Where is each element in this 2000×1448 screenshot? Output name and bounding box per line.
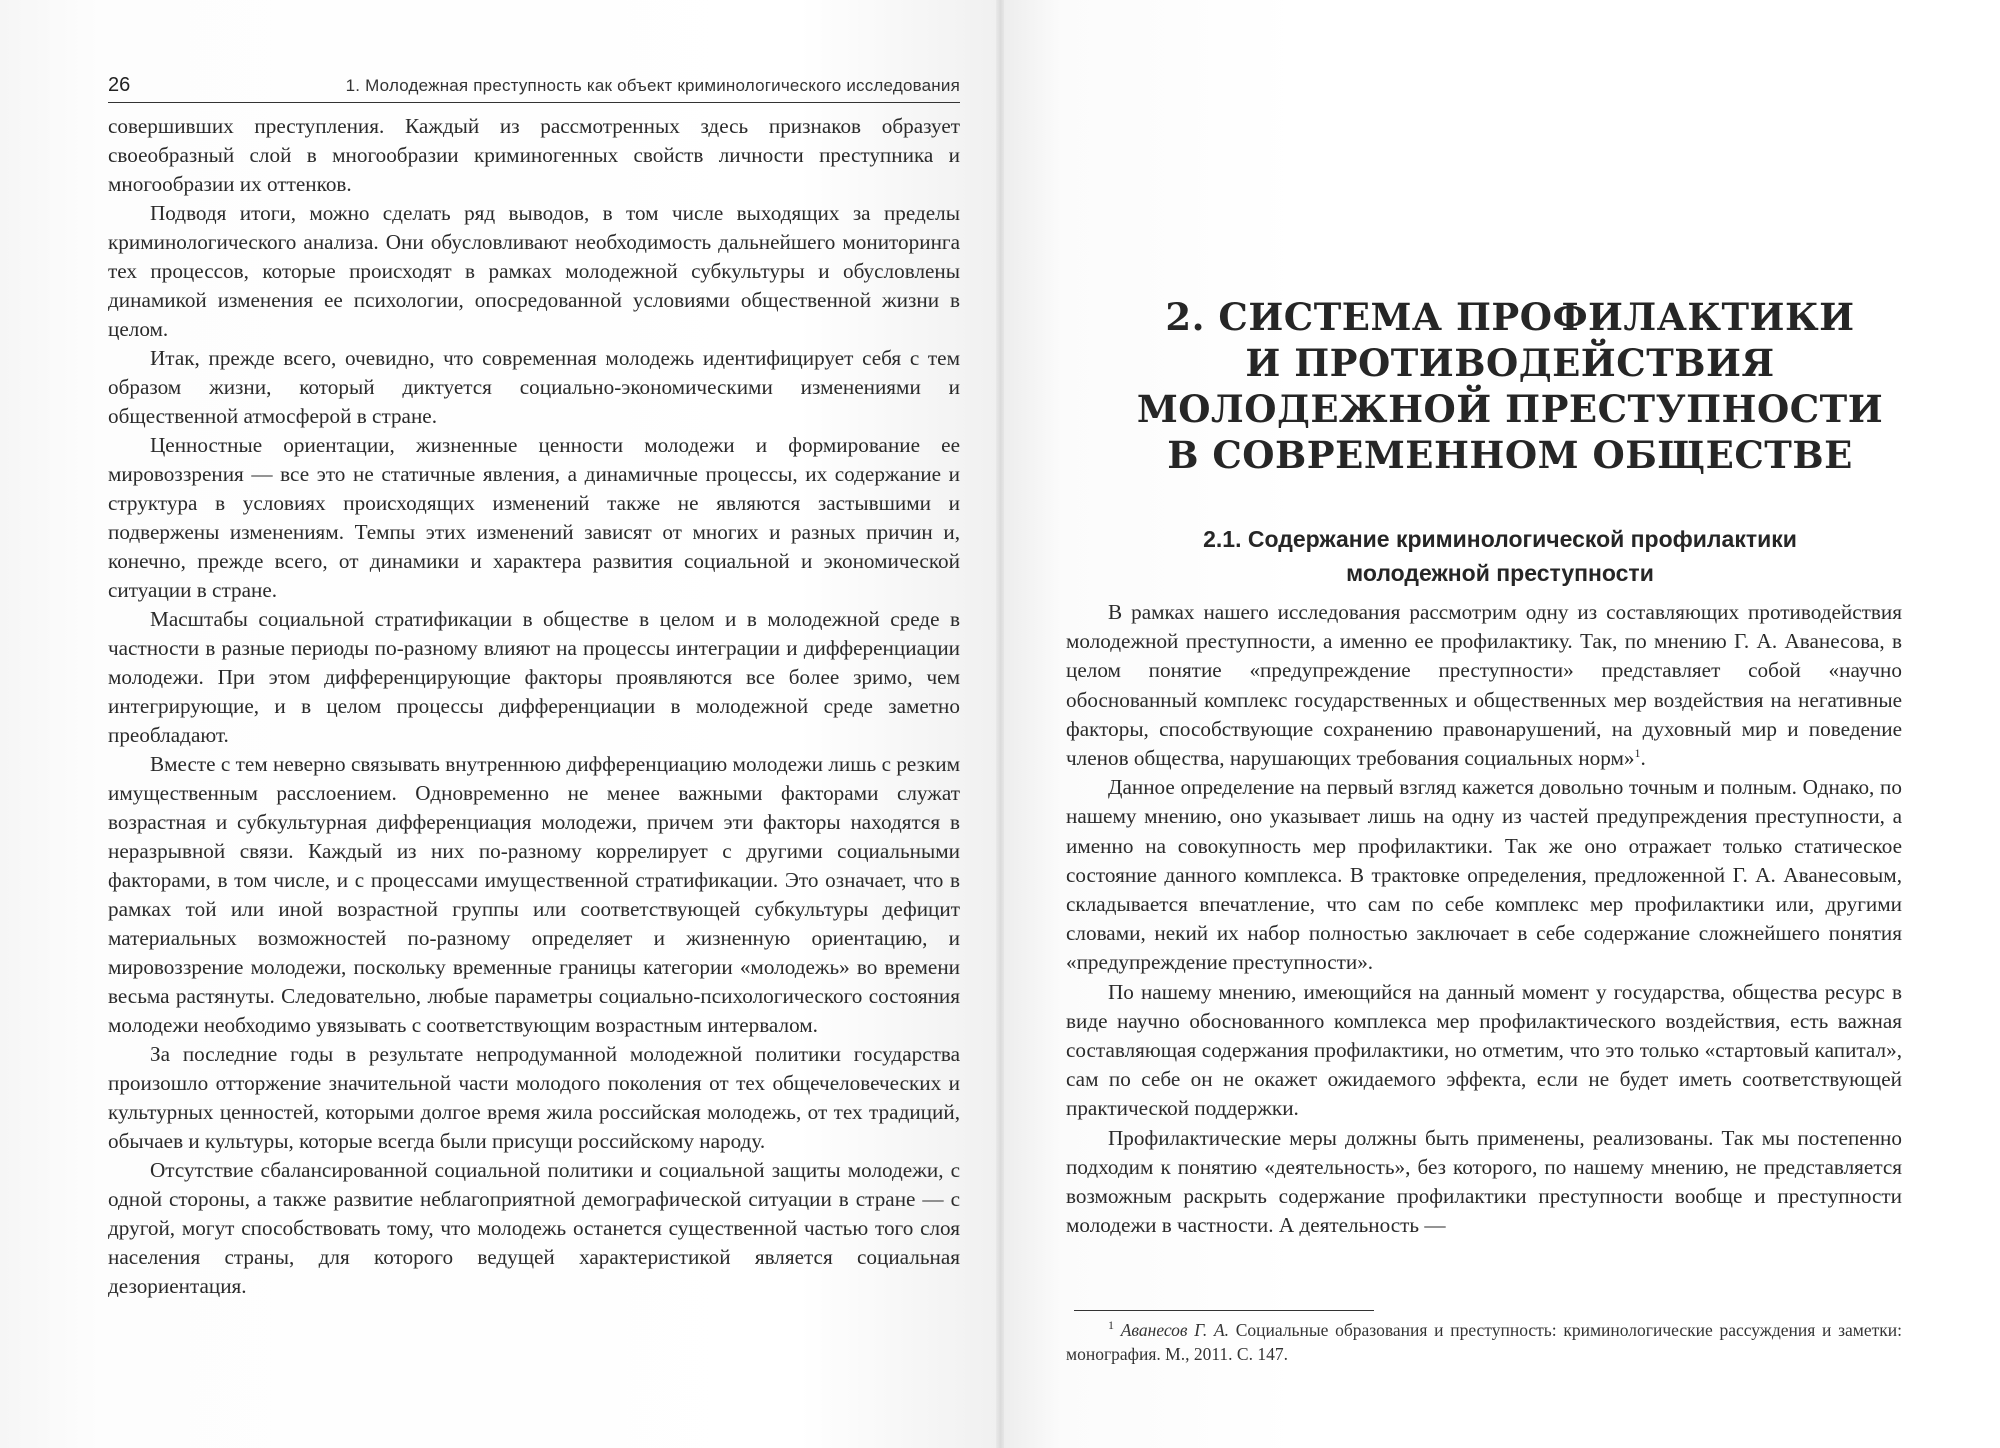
footnote-divider xyxy=(1074,1310,1374,1311)
paragraph: Масштабы социальной стратификации в обществе в целом и в молодежной среде в частности в разные периоды по-разному влияют на процессы интеграции и дифференциации молодежи. При этом дифференцирующие факторы проявляются все более зримо, чем интегрирующие, и в целом процессы дифференциации в молодежной среде заметно преобладают. xyxy=(108,607,960,747)
footnote xyxy=(1066,1318,1902,1366)
section-title-line: молодежной преступности xyxy=(1346,560,1654,586)
paragraph: Итак, прежде всего, очевидно, что современная молодежь идентифицирует себя с тем образом жизни, который диктуется социально-экономическими изменениями и общественной атмосферой в стране. xyxy=(108,346,960,428)
running-header xyxy=(108,72,960,103)
paragraph: Данное определение на первый взгляд кажется довольно точным и полным. Однако, по нашему мнению, оно указывает лишь на одну из частей предупреждения преступности, а именно на совокупность мер профилактики. Так же оно отражает только статическое состояние данного комплекса. В трактовке определения, предложенной Г. А. Аванесовым, складывается впечатление, что сам по себе комплекс мер профилактики или, другими словами, некий их набор полностью заключает в себе содержание сложнейшего понятия «предупреждение преступности». xyxy=(1066,775,1902,975)
paragraph: По нашему мнению, имеющийся на данный момент у государства, общества ресурс в виде научно обоснованного комплекса мер профилактического воздействия, есть важная составляющая содержания профилактики, но отметим, что это только «стартовый капитал», сам по себе он не окажет ожидаемого эффекта, если не будет иметь соответствующей практической поддержки. xyxy=(1066,979,1902,1121)
footnote-marker: 1 xyxy=(1108,1318,1114,1333)
section-title-line: 2.1. Содержание криминологической профилактики xyxy=(1203,526,1797,552)
paragraph: Ценностные ориентации, жизненные ценности молодежи и формирование ее мировоззрения — все это не статичные явления, а динамичные процессы, их содержание и структура в условиях происходящих изменений также не являются застывшими и подвержены изменениям. Темпы этих изменений зависят от многих и разных причин и, конечно, прежде всего, от динамики и характера развития социальной и экономической ситуации в стране. xyxy=(108,433,960,602)
running-title: 1. Молодежная преступность как объект криминологического исследования xyxy=(345,76,960,95)
footnote-text: Социальные образования и преступность: криминологические рассуждения и заметки: монография. М., 2011. С. 147. xyxy=(1066,1320,1903,1364)
footnote-author: Аванесов Г. А. xyxy=(1120,1320,1230,1340)
chapter-title xyxy=(1100,294,1920,478)
chapter-title-line: 2. СИСТЕМА ПРОФИЛАКТИКИ xyxy=(1165,295,1855,339)
book-gutter xyxy=(996,0,1004,1448)
right-body-text xyxy=(1066,598,1902,1240)
paragraph: За последние годы в результате непродуманной молодежной политики государства произошло отторжение значительной части молодого поколения от тех общечеловеческих и культурных ценностей, которыми долгое время жила российская молодежь, от тех традиций, обычаев и культуры, которые всегда были присущи российскому народу. xyxy=(108,1042,960,1153)
left-body-text xyxy=(108,112,960,1301)
paragraph: совершивших преступления. Каждый из рассмотренных здесь признаков образует своеобразный слой в многообразии криминогенных свойств личности преступника и многообразии их оттенков. xyxy=(108,114,960,196)
section-title xyxy=(1080,522,1920,590)
paragraph: Вместе с тем неверно связывать внутреннюю дифференциацию молодежи лишь с резким имущественным расслоением. Одновременно не менее важными факторами служат возрастная и субкультурная дифференциация молодежи, причем эти факторы находятся в неразрывной связи. Каждый из них по-разному коррелирует с другими социальными факторами, в том числе, и с процессами имущественной стратификации. Это означает, что в рамках той или иной возрастной группы или соответствующей субкультуры дефицит материальных возможностей по-разному определяет и жизненную ориентацию, и мировоззрение молодежи, поскольку временные границы категории «молодежь» во времени весьма растянуты. Следовательно, любые параметры социально-психологического состояния молодежи необходимо увязывать с соответствующим возрастным интервалом. xyxy=(108,752,960,1037)
paragraph-text: В рамках нашего исследования рассмотрим одну из составляющих противодействия молодежной преступности, а именно ее профилактику. Так, по мнению Г. А. Аванесова, в целом понятие «предупреждение преступности» представляет собой «научно обоснованный комплекс государственных и общественных мер воздействия на негативные факторы, способствующие сохранению правонарушений, на духовный мир и поведение членов общества, нарушающих требования социальных норм» xyxy=(1066,600,1902,771)
chapter-title-line: МОЛОДЕЖНОЙ ПРЕСТУПНОСТИ xyxy=(1136,387,1884,431)
paragraph-end: . xyxy=(1640,746,1646,771)
footnote-reference[interactable]: 1 xyxy=(1634,745,1641,760)
paragraph: Подводя итоги, можно сделать ряд выводов, в том числе выходящих за пределы криминологического анализа. Они обусловливают необходимость дальнейшего мониторинга тех процессов, которые происходят в рамках молодежной субкультуры и обусловлены динамикой изменения ее психологии, опосредованной условиями общественной жизни в целом. xyxy=(108,201,960,341)
page-number: 26 xyxy=(108,74,131,96)
paragraph: Отсутствие сбалансированной социальной политики и социальной защиты молодежи, с одной стороны, а также развитие неблагоприятной демографической ситуации в стране — с другой, могут способствовать тому, что молодежь останется существенной частью того слоя населения страны, для которого ведущей характеристикой является социальная дезориентация. xyxy=(108,1158,960,1298)
chapter-title-line: В СОВРЕМЕННОМ ОБЩЕСТВЕ xyxy=(1167,433,1853,477)
paragraph xyxy=(1066,598,1902,773)
paragraph: Профилактические меры должны быть применены, реализованы. Так мы постепенно подходим к понятию «деятельность», без которого, по нашему мнению, не представляется возможным раскрыть содержание профилактики преступности вообще и преступности молодежи в частности. А деятельность — xyxy=(1066,1125,1902,1238)
chapter-title-line: И ПРОТИВОДЕЙСТВИЯ xyxy=(1245,341,1775,385)
